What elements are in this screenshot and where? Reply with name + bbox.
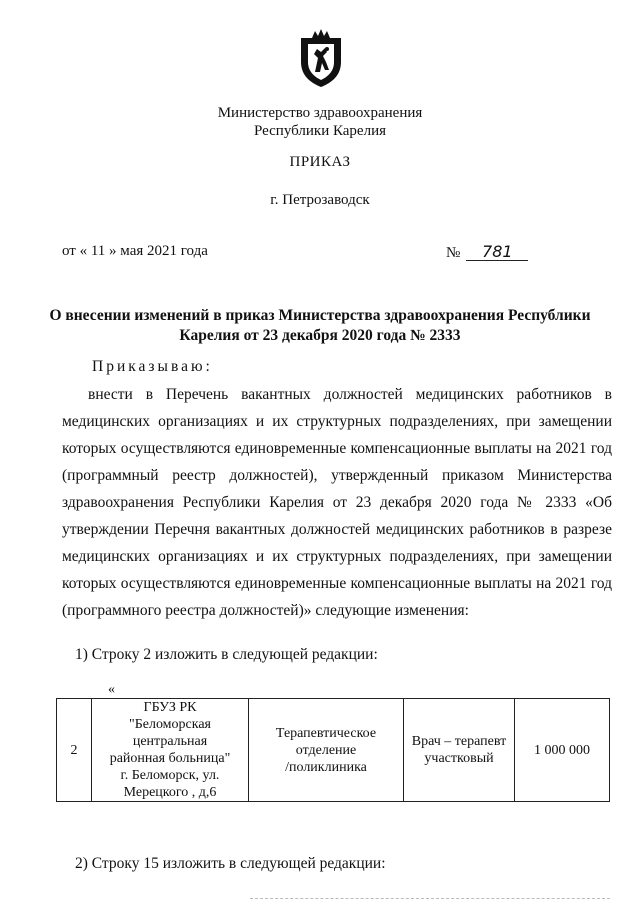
list-item-1: 1) Строку 2 изложить в следующей редакции: <box>75 646 378 663</box>
body-line: медицинских организациях и их структурных подразделениях, при замещении <box>62 548 612 565</box>
dept-line: Терапевтическое <box>275 725 377 741</box>
body-line: внести в Перечень вакантных должностей медицинских работников в <box>88 386 612 403</box>
ministry-line-1: Министерство здравоохранения <box>217 105 423 121</box>
order-number-label: № <box>446 245 461 261</box>
dept-line: отделение <box>295 742 357 758</box>
title-line-2: Карелия от 23 декабря 2020 года № 2333 <box>179 327 461 344</box>
title-line-1: О внесении изменений в приказ Министерства здравоохранения Республики <box>49 307 591 324</box>
ministry-name <box>0 104 640 140</box>
body-paragraph <box>62 381 612 624</box>
body-line: утверждении Перечня вакантных должностей медицинских работников в разрезе <box>62 521 612 538</box>
body-line: (программного реестра должностей)» следующие изменения: <box>62 602 469 619</box>
ministry-line-2: Республики Карелия <box>253 123 387 139</box>
body-line: которых осуществляются единовременные компенсационные выплаты на 2021 год <box>62 440 612 457</box>
org-line: центральная <box>132 734 208 749</box>
cell-position <box>404 699 515 802</box>
org-line: районная больница" <box>109 751 231 766</box>
page-cut-divider <box>250 898 610 901</box>
document-title <box>0 306 640 346</box>
body-line: медицинских организациях и их структурных подразделениях, при замещении <box>62 413 612 430</box>
org-line: Мерецкого , д,6 <box>123 785 217 800</box>
dept-line: /поликлиника <box>285 759 367 775</box>
position-line: Врач – терапевт <box>411 734 507 749</box>
cell-organization <box>92 699 249 802</box>
vacancy-table <box>56 698 610 802</box>
cell-department <box>249 699 404 802</box>
table-row <box>57 699 610 802</box>
open-quote: « <box>108 682 115 697</box>
org-line: "Беломорская <box>128 717 211 732</box>
body-line: (программный реестр должностей), утвержденный приказом Министерства <box>62 467 612 484</box>
cell-amount: 1 000 000 <box>515 699 610 802</box>
body-line: которых осуществляются единовременные компенсационные выплаты на 2021 год <box>62 575 612 592</box>
city: г. Петрозаводск <box>270 192 370 208</box>
order-date: от « 11 » мая 2021 года <box>62 243 208 259</box>
document-type: ПРИКАЗ <box>289 154 351 170</box>
karelia-emblem-icon <box>298 28 344 88</box>
order-number <box>446 243 528 262</box>
org-line: ГБУЗ РК <box>143 700 197 715</box>
order-directive: Приказываю: <box>92 358 213 375</box>
cell-row-number: 2 <box>57 699 92 802</box>
order-number-value: 781 <box>466 243 528 261</box>
body-line: здравоохранения Республики Карелия от 23 декабря 2020 года № 2333 «Об <box>62 494 612 511</box>
position-line: участковый <box>424 751 494 766</box>
coat-of-arms-icon <box>298 28 344 88</box>
org-line: г. Беломорск, ул. <box>120 768 220 783</box>
list-item-2: 2) Строку 15 изложить в следующей редакции: <box>75 855 386 872</box>
